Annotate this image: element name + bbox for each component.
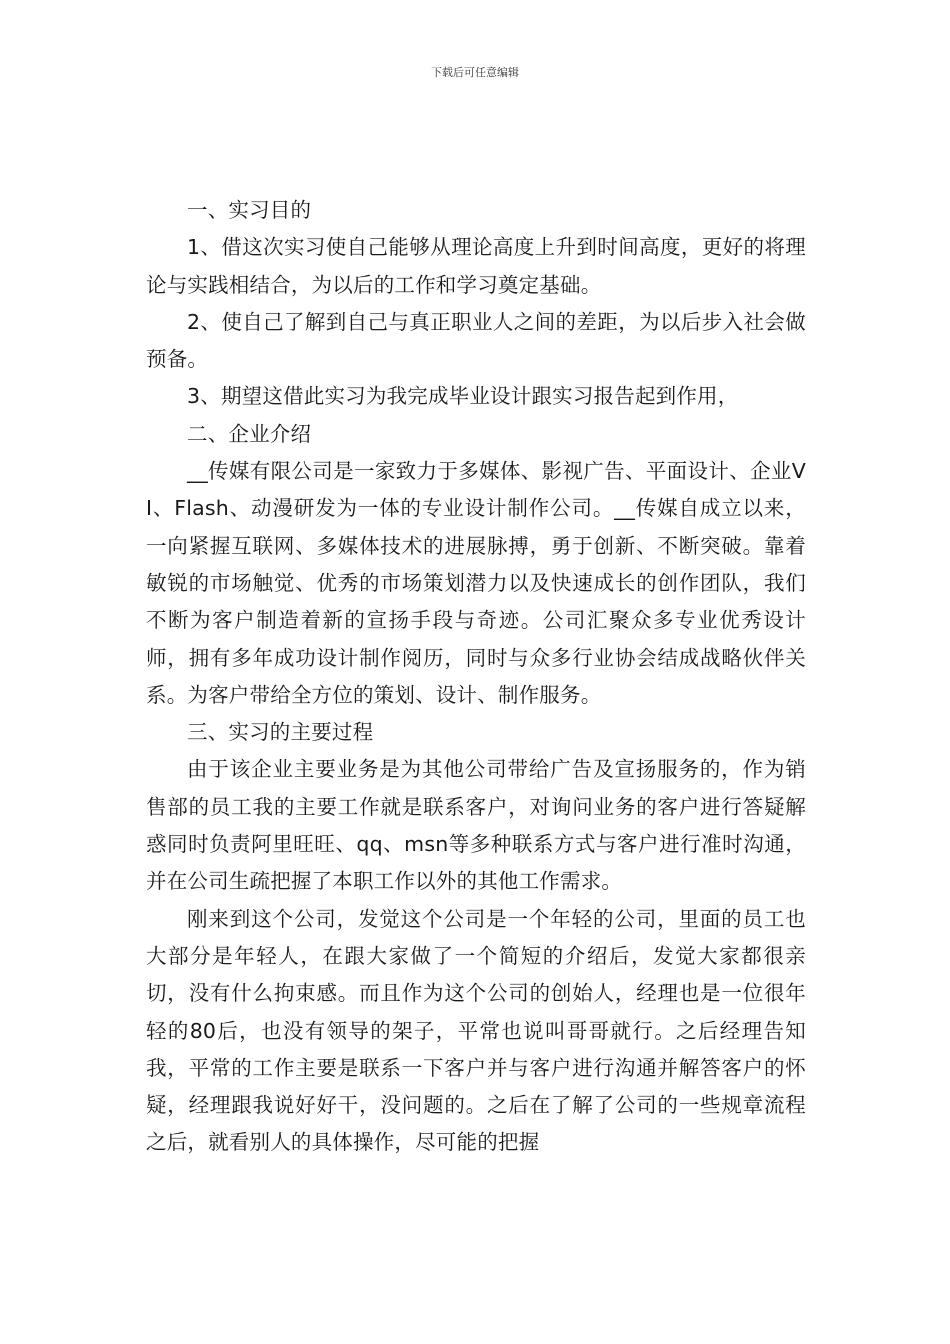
paragraph-objective-1: 1、借这次实习使自己能够从理论高度上升到时间高度，更好的将理论与实践相结合，为以后的工作和学习奠定基础。 <box>146 235 806 297</box>
section-heading-process: 三、实习的主要过程 <box>187 720 374 745</box>
section-heading-objectives: 一、实习目的 <box>187 198 312 222</box>
paragraph-objective-3: 3、期望这借此实习为我完成毕业设计跟实习报告起到作用， <box>187 384 739 409</box>
page-header-note: 下载后可任意编辑 <box>431 66 519 79</box>
section-heading-company: 二、企业介绍 <box>187 421 312 446</box>
document-body <box>146 192 806 1162</box>
paragraph-company-intro: __传媒有限公司是一家致力于多媒体、影视广告、平面设计、企业VI、Flash、动漫研发为一体的专业设计制作公司。__传媒自成立以来，一向紧握互联网、多媒体技术的进展脉搏，勇于创新、不断突破。靠着敏锐的市场触觉、优秀的市场策划潜力以及快速成长的创作团队，我们不断为客户制造着新的宣扬手段与奇迹。公司汇聚众多专业优秀设计师，拥有多年成功设计制作阅历，同时与众多行业协会结成战略伙伴关系。为客户带给全方位的策划、设计、制作服务。 <box>146 459 806 707</box>
paragraph-process-2: 刚来到这个公司，发觉这个公司是一个年轻的公司，里面的员工也大部分是年轻人，在跟大家做了一个简短的介绍后，发觉大家都很亲切，没有什么拘束感。而且作为这个公司的创始人，经理也是一位很年轻的80后，也没有领导的架子，平常也说叫哥哥就行。之后经理告知我，平常的工作主要是联系一下客户并与客户进行沟通并解答客户的怀疑，经理跟我说好好干，没问题的。之后在了解了公司的一些规章流程之后，就看别人的具体操作，尽可能的把握 <box>146 906 806 1155</box>
paragraph-process-1: 由于该企业主要业务是为其他公司带给广告及宣扬服务的，作为销售部的员工我的主要工作就是联系客户，对询问业务的客户进行答疑解惑同时负责阿里旺旺、qq、msn等多种联系方式与客户进行准时沟通，并在公司生疏把握了本职工作以外的其他工作需求。 <box>146 757 806 894</box>
paragraph-objective-2: 2、使自己了解到自己与真正职业人之间的差距，为以后步入社会做预备。 <box>146 309 806 372</box>
